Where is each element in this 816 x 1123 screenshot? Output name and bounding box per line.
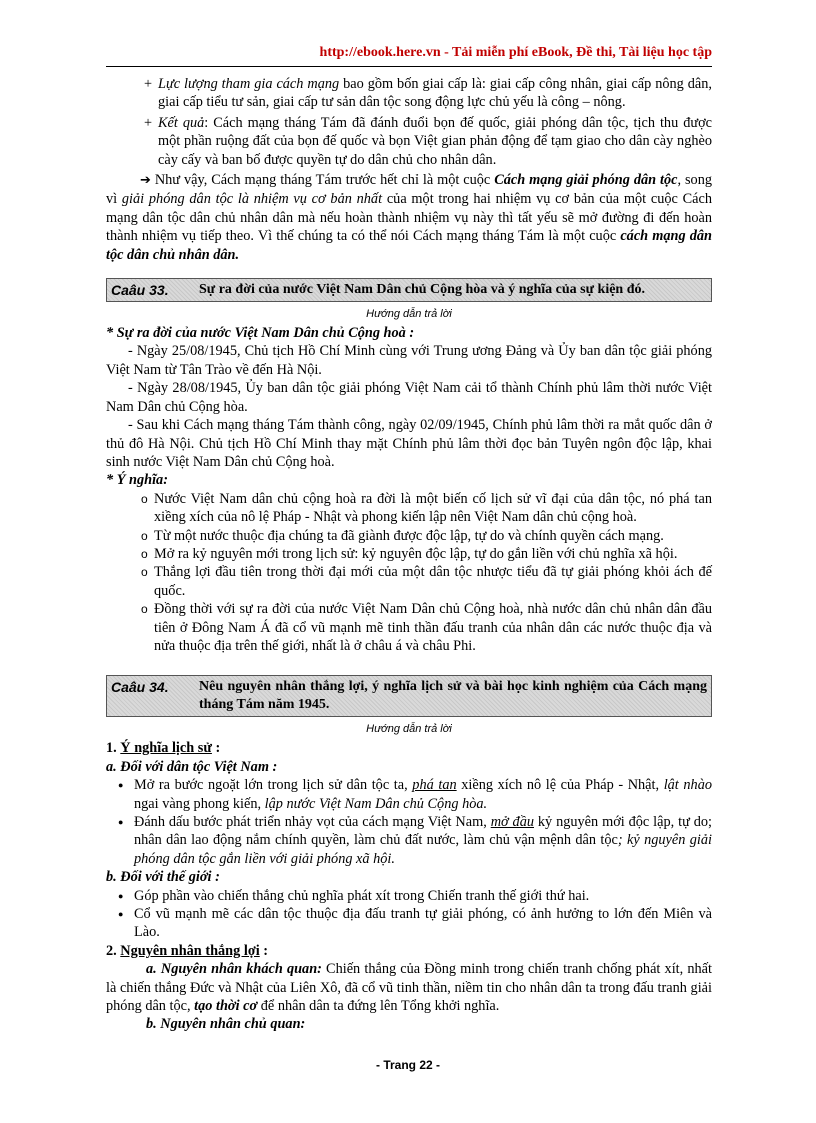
subsection-b-heading: b. Đối với thế giới : bbox=[106, 869, 220, 886]
page-number: - Trang 22 - bbox=[375, 1058, 440, 1072]
section-2-heading: 2. Nguyên nhân thắng lợi : bbox=[106, 942, 269, 959]
list-item: o Từ một nước thuộc địa chúng ta đã giành được độc lập, tự do và chính quyền cách mạng. bbox=[106, 527, 712, 545]
answer-guide-label: Hướng dẫn trả lời bbox=[366, 308, 452, 321]
question-label: Caâu 34. bbox=[111, 679, 169, 696]
section-heading: * Ý nghĩa: bbox=[106, 472, 168, 489]
question-33-header bbox=[106, 278, 712, 302]
page-header bbox=[106, 44, 712, 67]
list-item: ● Mở ra bước ngoặt lớn trong lịch sử dân tộc ta, phá tan xiềng xích nô lệ của Pháp - Nhật, lật nhào ngai vàng phong kiến, lập nước Việt Nam Dân chủ Cộng hòa. bbox=[106, 776, 712, 813]
significance-list bbox=[106, 490, 712, 656]
list-item: o Đồng thời với sự ra đời của nước Việt Nam Dân chủ Cộng hoà, nhà nước dân chủ nhân dân đầu tiên ở Đông Nam Á đã cổ vũ mạnh mẽ tinh thần đấu tranh của nhân dân các nước thuộc địa và nửa thuộc địa trên thế giới, nhất là ở châu á và châu Phi. bbox=[106, 600, 712, 655]
luc-luong-item: + Lực lượng tham gia cách mạng bao gồm bốn giai cấp là: giai cấp công nhân, giai cấp nông dân, giai cấp tiểu tư sản, giai cấp tư sản dân tộc song động lực chủ yếu là công – nông. bbox=[144, 76, 712, 111]
objective-cause-paragraph: a. Nguyên nhân khách quan: Chiến thắng của Đồng minh trong chiến tranh chống phát xít, nhất là chiến thắng Đức và Nhật của Liên Xô, đã cổ vũ tinh thần, niềm tin cho nhân dân ta trong đấu tranh giải phóng dân tộc, tạo thời cơ để nhân dân ta đứng lên Tổng khởi nghĩa. bbox=[106, 961, 712, 1015]
header-url[interactable]: http://ebook.here.vn bbox=[319, 45, 441, 60]
question-title: Nêu nguyên nhân thắng lợi, ý nghĩa lịch sử và bài học kinh nghiệm của Cách mạng tháng Tám năm 1945. bbox=[199, 679, 707, 713]
question-label: Caâu 33. bbox=[111, 282, 169, 299]
answer-guide-label: Hướng dẫn trả lời bbox=[366, 723, 452, 736]
section-heading: * Sự ra đời của nước Việt Nam Dân chủ Cộng hoà : bbox=[106, 325, 415, 342]
document-page bbox=[106, 44, 712, 1034]
list-item: o Thắng lợi đầu tiên trong thời đại mới của một dân tộc nhược tiểu đã tự giải phóng khỏi ách đế quốc. bbox=[106, 563, 712, 600]
paragraph: - Sau khi Cách mạng tháng Tám thành công, ngày 02/09/1945, Chính phủ lâm thời ra mắt quốc dân ở thủ đô Hà Nội. Chủ tịch Hồ Chí Minh thay mặt Chính phủ lâm thời đọc bản Tuyên ngôn độc lập, khai sinh nước Việt Nam Dân chủ Cộng hoà. bbox=[106, 417, 712, 470]
list-item: ● Cổ vũ mạnh mẽ các dân tộc thuộc địa đấu tranh tự giải phóng, có ảnh hưởng to lớn đến Miên và Lào. bbox=[106, 905, 712, 942]
section-1-heading: 1. Ý nghĩa lịch sử : bbox=[106, 740, 221, 757]
list-item: ● Đánh dấu bước phát triển nhảy vọt của cách mạng Việt Nam, mở đầu kỷ nguyên mới độc lập, tự do; nhân dân lao động nắm chính quyền, làm chủ đất nước, làm chủ vận mệnh dân tộc; kỷ nguyên giải phóng dân tộc gắn liền với giải phóng xã hội. bbox=[106, 813, 712, 868]
vietnam-significance-list bbox=[106, 776, 712, 868]
header-separator: - bbox=[440, 45, 453, 60]
paragraph: - Ngày 28/08/1945, Ủy ban dân tộc giải phóng Việt Nam cải tổ thành Chính phủ lâm thời nước Việt Nam Dân chủ Cộng hòa. bbox=[106, 380, 712, 415]
subjective-cause-heading: b. Nguyên nhân chủ quan: bbox=[146, 1016, 306, 1033]
list-item: ● Góp phần vào chiến thắng chủ nghĩa phát xít trong Chiến tranh thế giới thứ hai. bbox=[106, 887, 712, 905]
paragraph: - Ngày 25/08/1945, Chủ tịch Hồ Chí Minh cùng với Trung ương Đảng và Ủy ban dân tộc giải phóng Việt Nam từ Tân Trào về đến Hà Nội. bbox=[106, 343, 712, 378]
list-item: o Nước Việt Nam dân chủ cộng hoà ra đời là một biến cố lịch sử vĩ đại của dân tộc, nó phá tan xiềng xích của nô lệ Pháp - Nhật và phong kiến lập nên Việt Nam dân chủ cộng hoà. bbox=[106, 490, 712, 527]
conclusion-paragraph: ➔ Như vậy, Cách mạng tháng Tám trước hết chỉ là một cuộc Cách mạng giải phóng dân tộc, song vì giải phóng dân tộc là nhiệm vụ cơ bản nhất của một trong hai nhiệm vụ cơ bản của một cuộc Cách mạng dân tộc dân chủ nhân dân mà nếu hoàn thành nhiệm vụ này thì tất yếu sẽ mở đường đi đến hoàn thành nhiệm vụ tiếp theo. Vì thế chúng ta có thể nói Cách mạng tháng Tám là một cuộc cách mạng dân tộc dân chủ nhân dân. bbox=[106, 172, 713, 263]
ket-qua-item: + Kết quả: Cách mạng tháng Tám đã đánh đuổi bọn đế quốc, giải phóng dân tộc, tịch thu được một phần ruộng đất của bọn đế quốc và bọn Việt gian phản động để tạm giao cho dân cày nghèo cày cấy và ban bố được quyền tự do dân chủ cho nhân dân. bbox=[144, 114, 712, 168]
list-item: o Mở ra kỷ nguyên mới trong lịch sử: kỷ nguyên độc lập, tự do gắn liền với chủ nghĩa xã hội. bbox=[106, 545, 712, 563]
world-significance-list bbox=[106, 887, 712, 942]
arrow-right-icon: ➔ bbox=[140, 173, 151, 189]
subsection-a-heading: a. Đối với dân tộc Việt Nam : bbox=[106, 758, 278, 775]
header-tagline: Tải miễn phí eBook, Đề thi, Tài liệu học tập bbox=[452, 45, 712, 60]
question-title: Sự ra đời của nước Việt Nam Dân chủ Cộng hòa và ý nghĩa của sự kiện đó. bbox=[199, 282, 645, 298]
question-34-header bbox=[106, 675, 712, 717]
